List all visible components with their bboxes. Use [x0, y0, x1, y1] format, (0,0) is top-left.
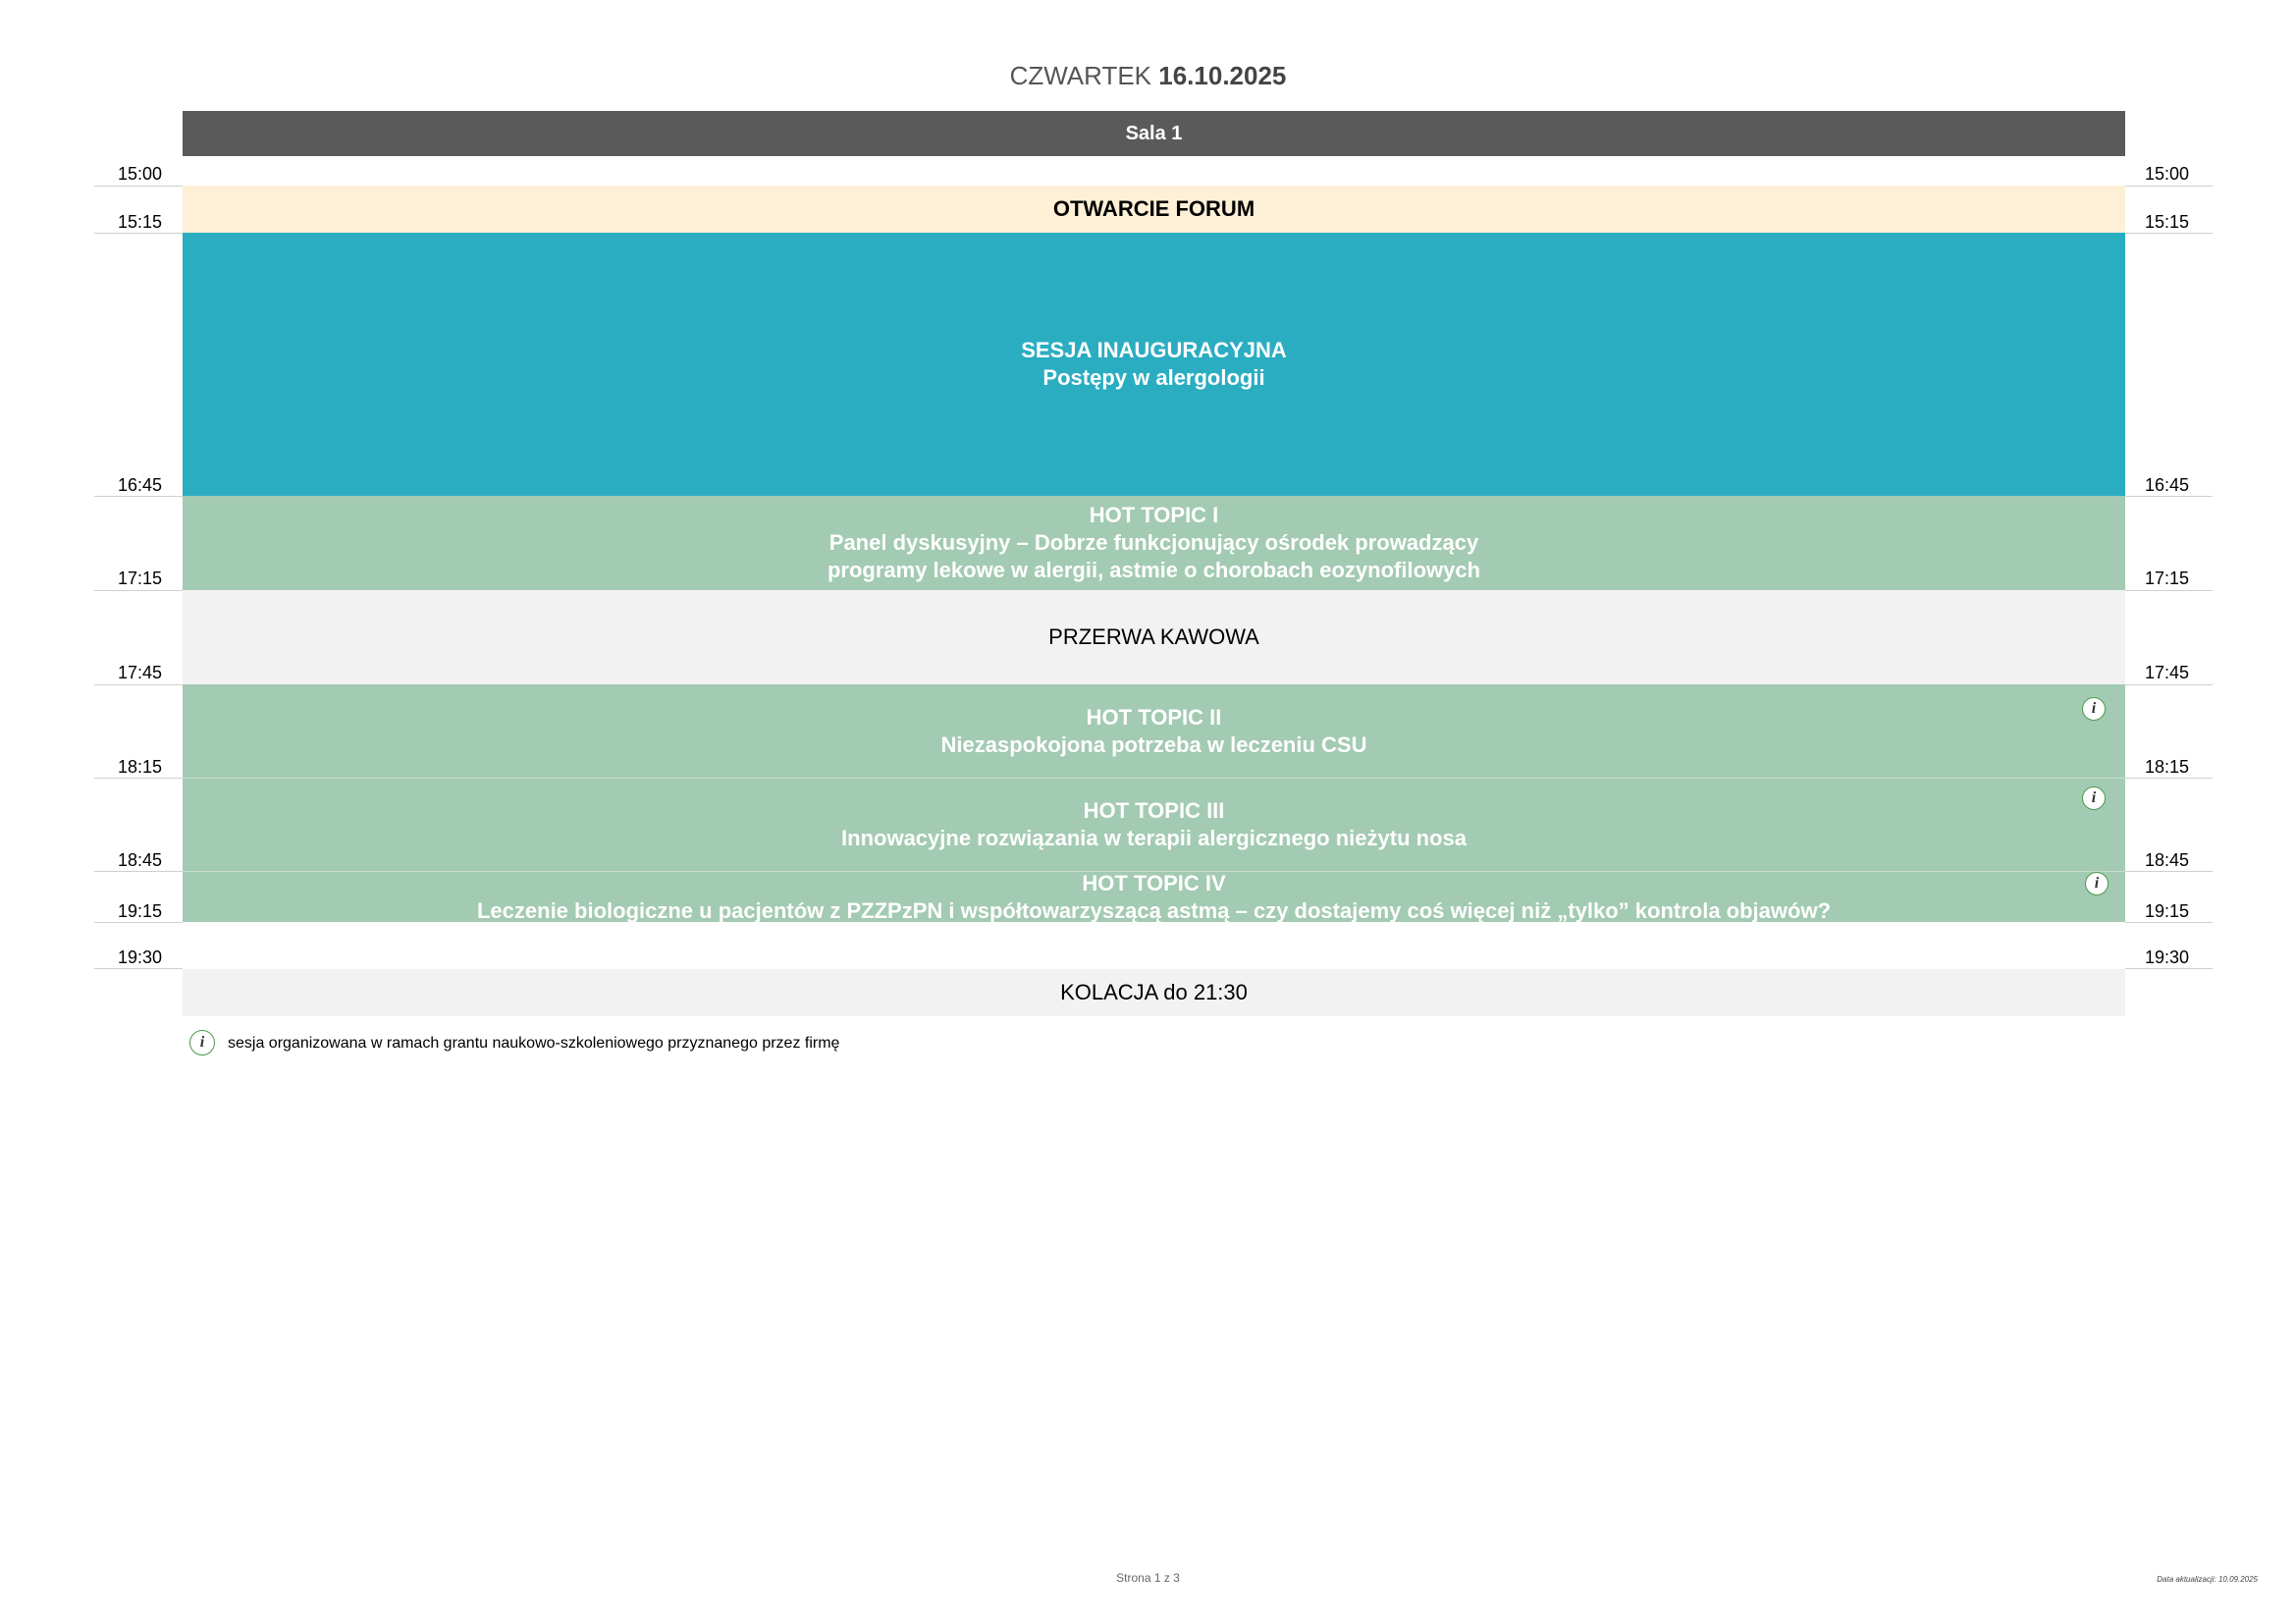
info-icon[interactable]: i — [2085, 872, 2109, 895]
room-name: Sala 1 — [1125, 122, 1183, 144]
update-date: Data aktualizacji: 10.09.2025 — [2157, 1575, 2258, 1584]
grid-line — [94, 496, 183, 497]
time-label: 15:00 — [2145, 164, 2190, 184]
time-label: 19:15 — [118, 901, 163, 921]
grid-line — [94, 778, 183, 779]
grid-line — [2125, 496, 2213, 497]
session-title: HOT TOPIC III — [1083, 798, 1225, 823]
grid-line — [94, 233, 183, 234]
session-subtitle: Niezaspokojona potrzeba w leczeniu CSU — [940, 731, 1367, 757]
day-date: 16.10.2025 — [1158, 61, 1287, 90]
grid-line — [94, 590, 183, 591]
grid-line — [94, 684, 183, 685]
session-hot-topic-4[interactable] — [183, 871, 2125, 922]
grid-line — [94, 968, 183, 969]
time-label: 15:00 — [118, 164, 163, 184]
grid-line — [94, 871, 183, 872]
grid-line — [2125, 968, 2213, 969]
dinner — [183, 969, 2125, 1016]
time-label: 19:30 — [2145, 947, 2190, 967]
coffee-break — [183, 590, 2125, 684]
time-label: 18:45 — [2145, 850, 2190, 870]
session-opening-forum[interactable] — [183, 186, 2125, 233]
time-label: 17:45 — [118, 663, 163, 682]
time-label: 19:15 — [2145, 901, 2190, 921]
time-label: 15:15 — [118, 212, 163, 232]
time-label: 17:15 — [118, 568, 163, 588]
grid-line — [2125, 233, 2213, 234]
grid-line — [2125, 186, 2213, 187]
session-title: OTWARCIE FORUM — [1052, 196, 1255, 221]
grid-line — [94, 922, 183, 923]
info-icon: i — [189, 1030, 215, 1056]
day-name: CZWARTEK — [1009, 61, 1152, 90]
dinner-title: KOLACJA do 21:30 — [1060, 980, 1248, 1004]
room-header — [183, 111, 2125, 156]
time-label: 18:45 — [118, 850, 163, 870]
session-hot-topic-1[interactable] — [183, 496, 2125, 590]
session-title: HOT TOPIC II — [1086, 704, 1222, 730]
session-inaugural[interactable] — [183, 233, 2125, 496]
page-title — [0, 61, 2296, 91]
session-subtitle: Postępy w alergologii — [1042, 365, 1265, 390]
grid-line — [2125, 590, 2213, 591]
grid-line — [94, 186, 183, 187]
session-subtitle: Leczenie biologiczne u pacjentów z PZZPzPN i współtowarzyszącą astmą – czy dostajemy coś więcej niż „tylko” kontrola objawów? — [476, 897, 1832, 923]
time-label: 15:15 — [2145, 212, 2190, 232]
grid-line — [2125, 684, 2213, 685]
session-subtitle: Panel dyskusyjny – Dobrze funkcjonujący ośrodek prowadzący — [828, 530, 1479, 555]
time-label: 16:45 — [118, 475, 163, 495]
legend-text: sesja organizowana w ramach grantu naukowo-szkoleniowego przyznanego przez firmę — [228, 1035, 840, 1052]
time-label: 19:30 — [118, 947, 163, 967]
info-icon[interactable]: i — [2082, 786, 2106, 810]
time-label: 17:15 — [2145, 568, 2190, 588]
time-label: 16:45 — [2145, 475, 2190, 495]
page-number: Strona 1 z 3 — [1116, 1571, 1180, 1585]
time-label: 17:45 — [2145, 663, 2190, 682]
session-subtitle: Innowacyjne rozwiązania w terapii alergicznego nieżytu nosa — [841, 826, 1467, 850]
session-title: SESJA INAUGURACYJNA — [1021, 338, 1287, 362]
session-title: HOT TOPIC I — [1089, 503, 1219, 527]
session-subtitle: programy lekowe w alergii, astmie o chorobach eozynofilowych — [827, 558, 1481, 582]
grid-line — [2125, 871, 2213, 872]
time-label: 18:15 — [118, 757, 163, 777]
grid-line — [2125, 922, 2213, 923]
time-label: 18:15 — [2145, 757, 2190, 777]
info-icon[interactable]: i — [2082, 697, 2106, 721]
session-title: HOT TOPIC IV — [1082, 870, 1226, 895]
session-hot-topic-2[interactable] — [183, 684, 2125, 778]
session-hot-topic-3[interactable] — [183, 778, 2125, 871]
grid-line — [2125, 778, 2213, 779]
break-title: PRZERWA KAWOWA — [1048, 624, 1259, 649]
